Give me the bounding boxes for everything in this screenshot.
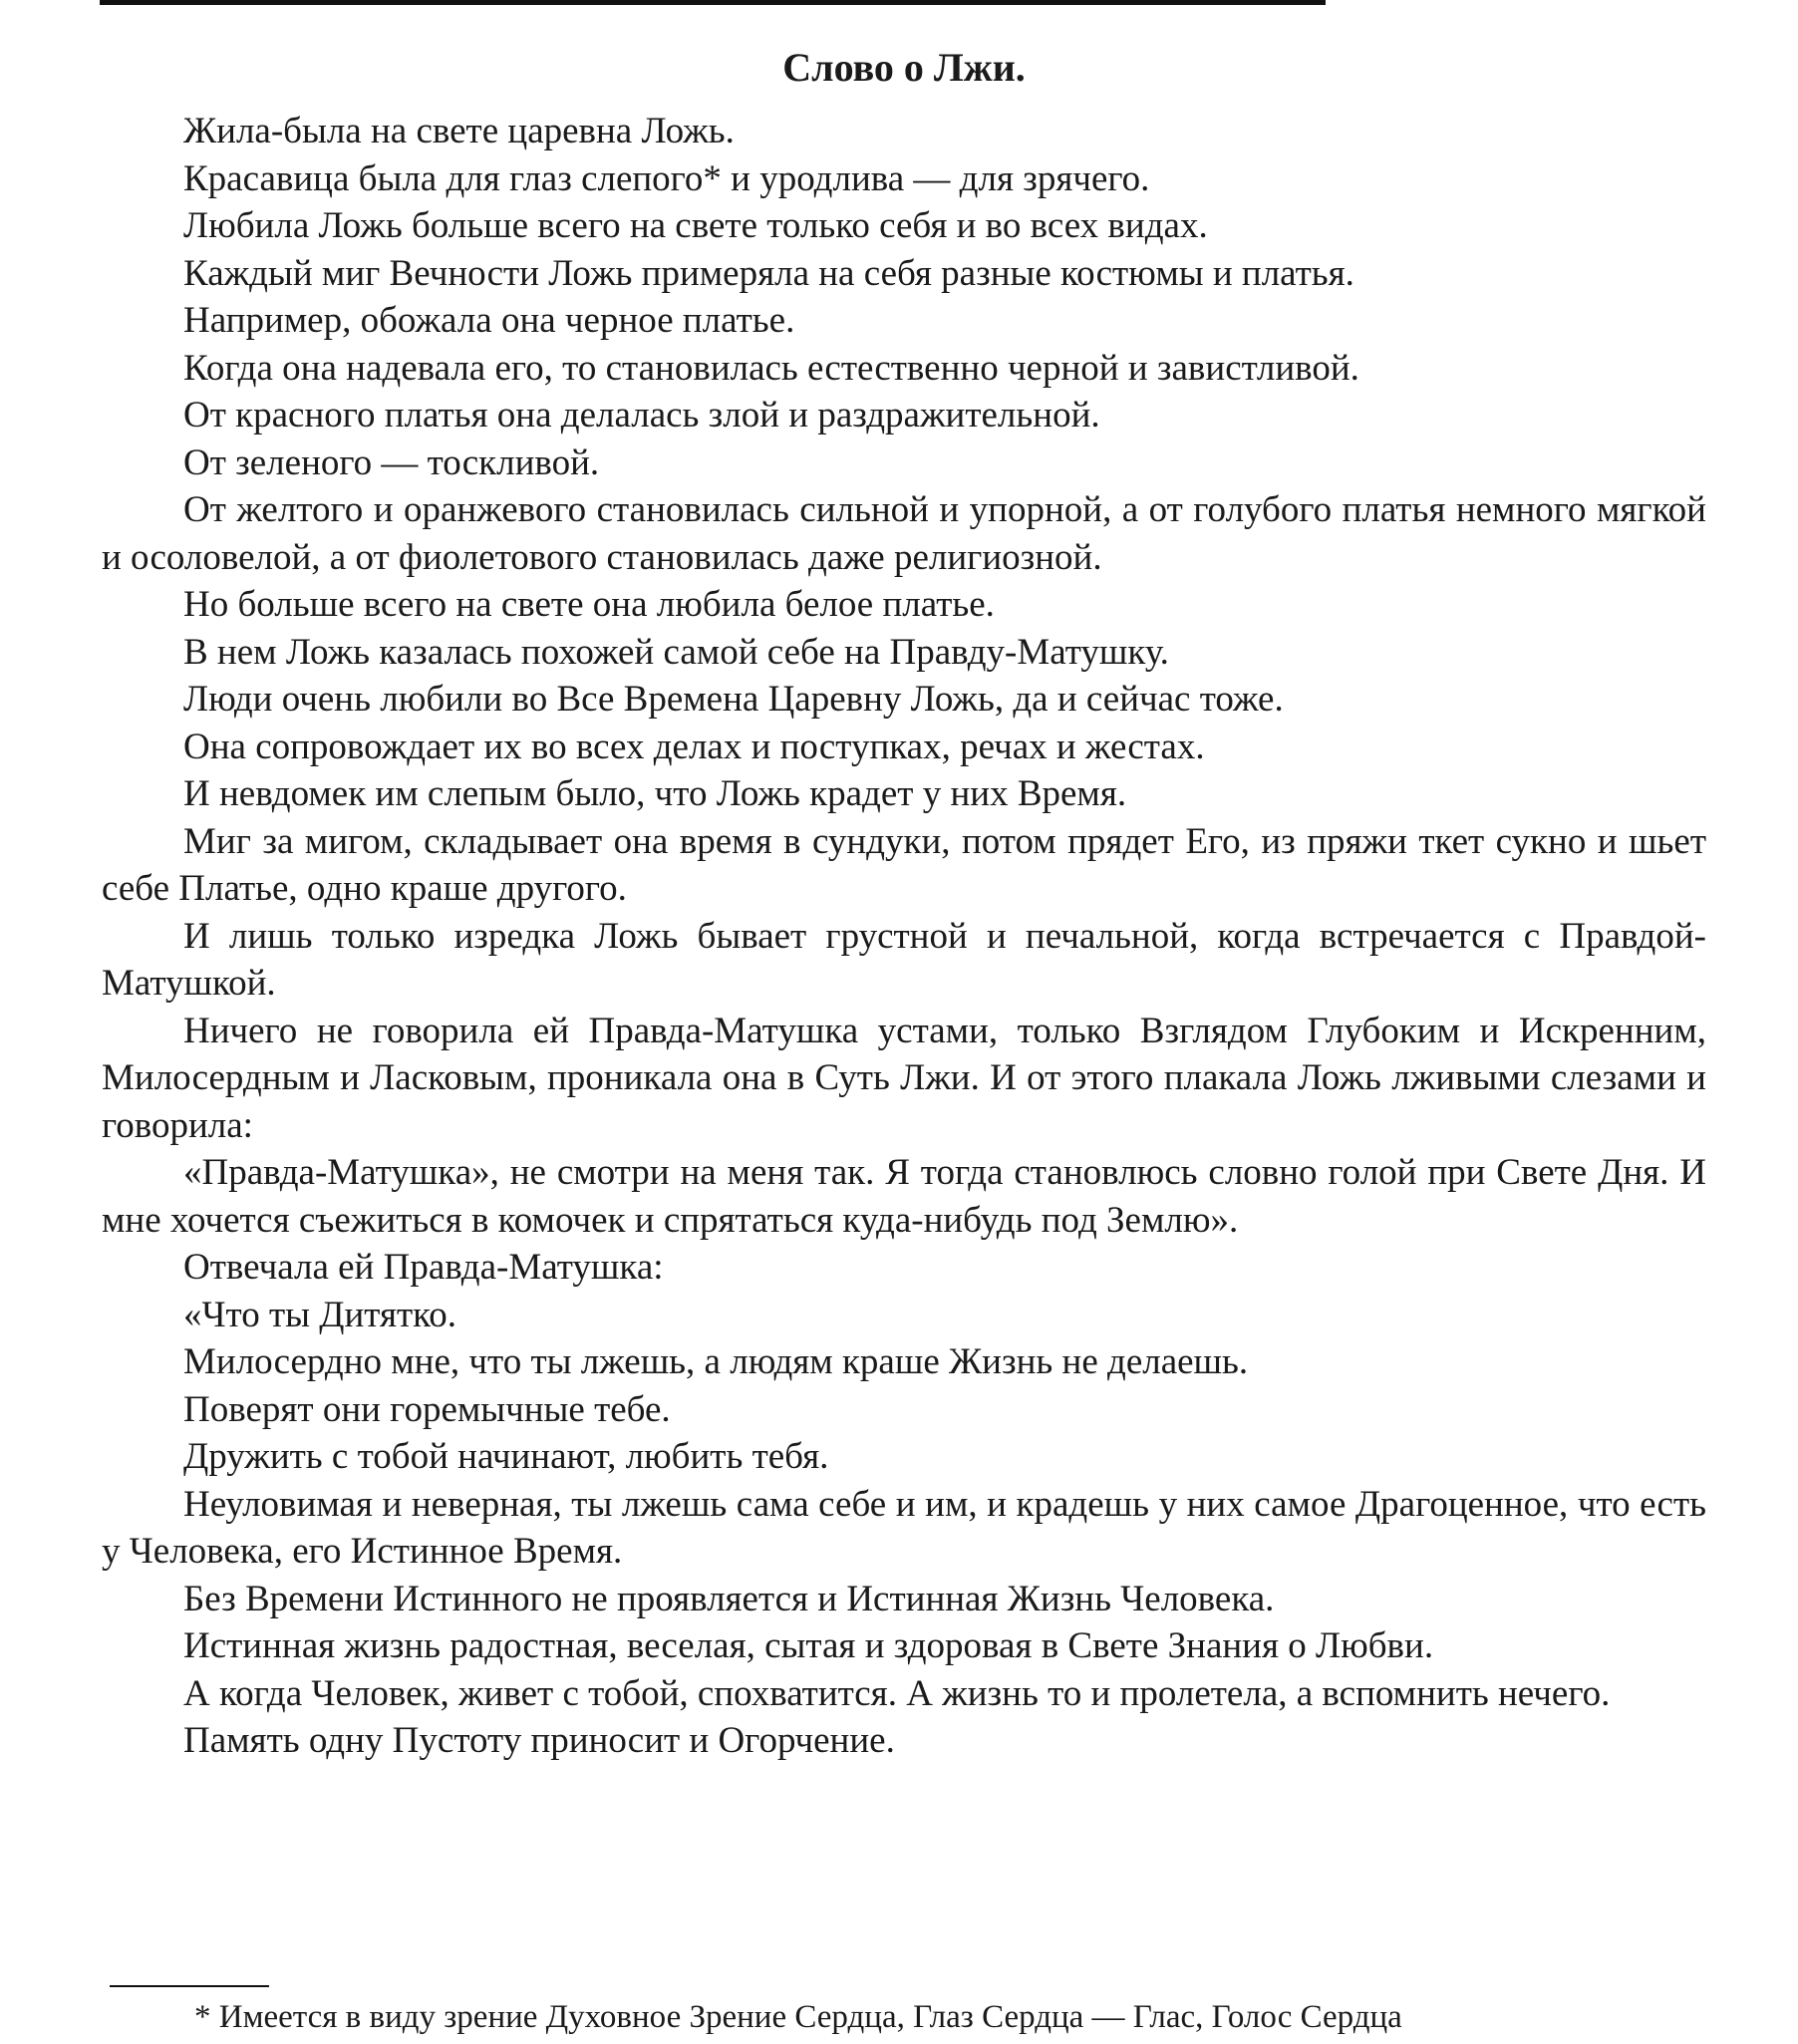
paragraph: От желтого и оранжевого становилась сильной и упорной, а от голубого платья немного мягкой и осоловелой, а от фиолетового становилась даже религиозной. xyxy=(102,489,1706,578)
paragraph: Красавица была для глаз слепого* и уродлива — для зрячего. xyxy=(183,157,1150,199)
paragraph: В нем Ложь казалась похожей самой себе на Правду-Матушку. xyxy=(183,631,1169,673)
paragraph: Милосердно мне, что ты лжешь, а людям краше Жизнь не делаешь. xyxy=(183,1341,1249,1382)
footnote-rule xyxy=(110,1985,269,1987)
paragraph: Дружить с тобой начинают, любить тебя. xyxy=(183,1436,829,1477)
paragraph: Истинная жизнь радостная, веселая, сытая и здоровая в Свете Знания о Любви. xyxy=(183,1625,1434,1666)
page-body xyxy=(102,40,1706,1765)
paragraph: Когда она надевала его, то становилась естественно черной и завистливой. xyxy=(183,347,1359,389)
paragraph: Но больше всего на свете она любила белое платье. xyxy=(183,584,995,625)
top-rule xyxy=(100,0,1326,5)
paragraph: Неуловимая и неверная, ты лжешь сама себе и им, и крадешь у них самое Драгоценное, что есть у Человека, его Истинное Время. xyxy=(102,1483,1706,1572)
paragraph: Без Времени Истинного не проявляется и Истинная Жизнь Человека. xyxy=(183,1578,1275,1619)
paragraph: Люди очень любили во Все Времена Царевну Ложь, да и сейчас тоже. xyxy=(183,679,1284,720)
paragraph: И невдомек им слепым было, что Ложь крадет у них Время. xyxy=(183,773,1127,814)
paragraph: «Правда-Матушка», не смотри на меня так. Я тогда становлюсь словно голой при Свете Дня. И мне хочется съежиться в комочек и спрятаться куда-нибудь под Землю». xyxy=(102,1152,1706,1241)
page-title: Слово о Лжи. xyxy=(782,45,1026,90)
paragraph: «Что ты Дитятко. xyxy=(183,1294,457,1335)
paragraph: Поверят они горемычные тебе. xyxy=(183,1388,671,1430)
paragraph: И лишь только изредка Ложь бывает грустной и печальной, когда встречается с Правдой-Матушкой. xyxy=(102,915,1706,1004)
paragraph: Жила-была на свете царевна Ложь. xyxy=(183,111,735,151)
paragraph: От зеленого — тоскливой. xyxy=(183,441,600,483)
paragraph: А когда Человек, живет с тобой, спохватится. А жизнь то и пролетела, а вспомнить нечего. xyxy=(183,1672,1611,1714)
paragraph: Например, обожала она черное платье. xyxy=(183,300,795,341)
paragraph: Любила Ложь больше всего на свете только себя и во всех видах. xyxy=(183,205,1208,246)
paragraph: Отвечала ей Правда-Матушка: xyxy=(183,1247,664,1288)
paragraph: От красного платья она делалась злой и раздражительной. xyxy=(183,395,1100,436)
paragraph: Миг за мигом, складывает она время в сундуки, потом прядет Его, из пряжи ткет сукно и шьет себе Платье, одно краше другого. xyxy=(102,820,1706,909)
footnote: * Имеется в виду зрение Духовное Зрение Сердца, Глаз Сердца — Глас, Голос Сердца xyxy=(194,1999,1402,2035)
paragraph: Память одну Пустоту приносит и Огорчение. xyxy=(183,1720,895,1761)
text-body xyxy=(102,108,1706,1765)
paragraph: Ничего не говорила ей Правда-Матушка устами, только Взглядом Глубоким и Искренним, Милосердным и Ласковым, проникала она в Суть Лжи. И от этого плакала Ложь лживыми слезами и говорила: xyxy=(102,1010,1706,1146)
paragraph: Она сопровождает их во всех делах и поступках, речах и жестах. xyxy=(183,726,1205,767)
paragraph: Каждый миг Вечности Ложь примеряла на себя разные костюмы и платья. xyxy=(183,252,1354,294)
